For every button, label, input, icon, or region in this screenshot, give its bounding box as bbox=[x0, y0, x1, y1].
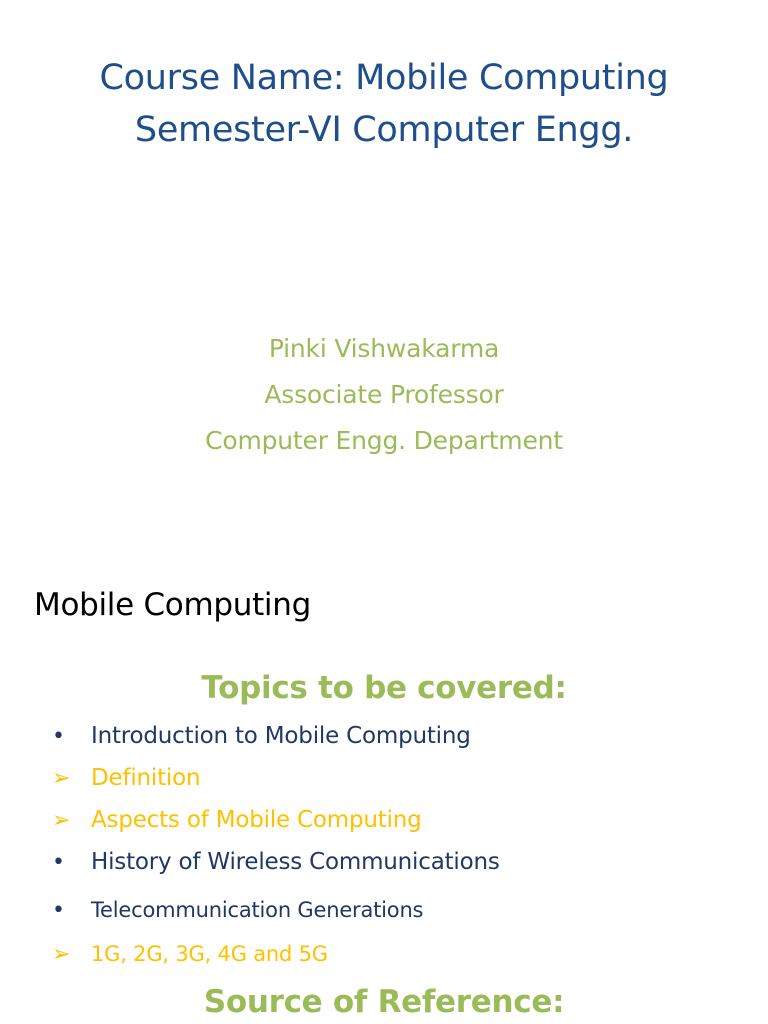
author-name: Pinki Vishwakarma bbox=[268, 334, 500, 363]
topic-item bbox=[52, 758, 200, 798]
author-block bbox=[0, 326, 768, 464]
course-name-line: Course Name: Mobile Computing bbox=[99, 58, 669, 98]
topics-heading: Topics to be covered: bbox=[201, 670, 567, 706]
topic-text: History of Wireless Communications bbox=[91, 849, 500, 875]
topic-item bbox=[52, 890, 423, 930]
semester-line: Semester-VI Computer Engg. bbox=[134, 110, 634, 150]
arrow-bullet-icon: ➢ bbox=[52, 765, 71, 791]
topic-text: Introduction to Mobile Computing bbox=[91, 723, 471, 749]
topic-item bbox=[52, 842, 500, 882]
bullet-icon: • bbox=[52, 849, 65, 875]
source-heading: Source of Reference: bbox=[203, 984, 565, 1020]
topic-item bbox=[52, 800, 422, 840]
arrow-bullet-icon: ➢ bbox=[52, 807, 71, 833]
topic-item bbox=[52, 934, 328, 974]
topic-item bbox=[52, 716, 471, 756]
bullet-icon: • bbox=[52, 723, 65, 749]
topic-text: Telecommunication Generations bbox=[91, 898, 424, 922]
author-department: Computer Engg. Department bbox=[205, 426, 563, 455]
topic-text: Definition bbox=[91, 765, 201, 791]
course-title bbox=[0, 52, 768, 156]
author-position: Associate Professor bbox=[264, 380, 504, 409]
arrow-bullet-icon: ➢ bbox=[52, 941, 71, 967]
topic-text: Aspects of Mobile Computing bbox=[91, 807, 422, 833]
slide-title: Mobile Computing bbox=[34, 587, 311, 623]
topic-text: 1G, 2G, 3G, 4G and 5G bbox=[91, 942, 328, 966]
bullet-icon: • bbox=[52, 897, 65, 923]
slide-topics bbox=[0, 560, 768, 1024]
